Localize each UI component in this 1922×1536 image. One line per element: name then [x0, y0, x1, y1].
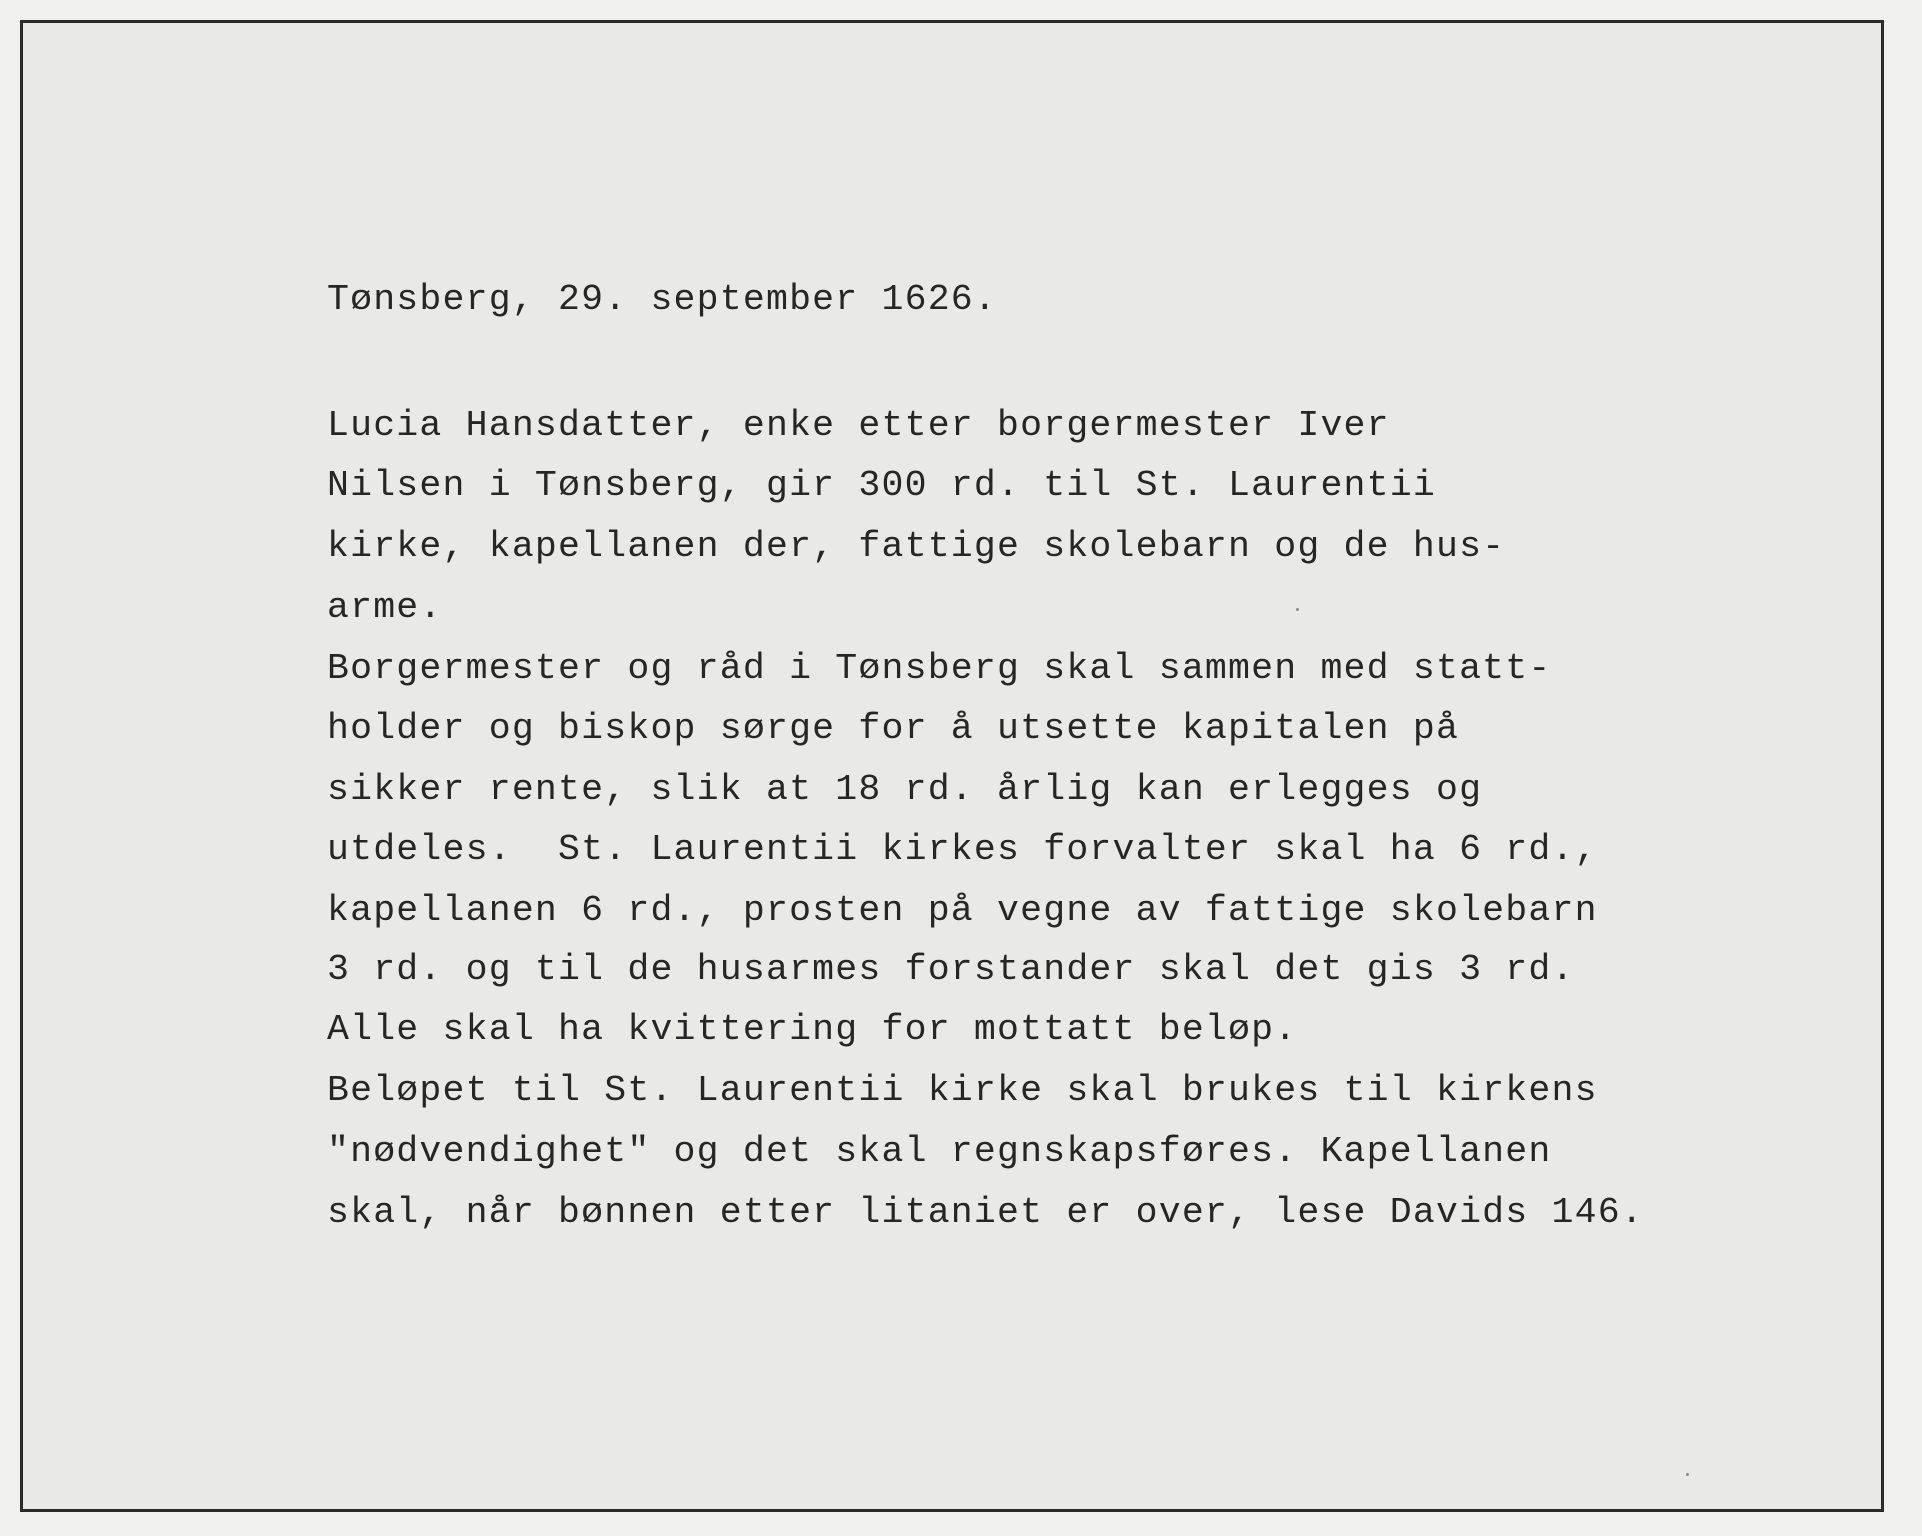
- text-line-10: 3 rd. og til de husarmes forstander skal det gis 3 rd.: [327, 949, 1575, 990]
- text-line-6: holder og biskop sørge for å utsette kapitalen på: [327, 708, 1460, 749]
- text-line-4: arme.: [327, 587, 443, 628]
- paper-speck: [1296, 608, 1299, 611]
- text-line-9: kapellanen 6 rd., prosten på vegne av fattige skolebarn: [327, 890, 1598, 931]
- text-line-2: Nilsen i Tønsberg, gir 300 rd. til St. Laurentii: [327, 465, 1436, 506]
- text-line-5: Borgermester og råd i Tønsberg skal sammen med statt-: [327, 648, 1552, 689]
- text-line-1: Lucia Hansdatter, enke etter borgermester Iver: [327, 405, 1390, 446]
- text-line-3: kirke, kapellanen der, fattige skolebarn og de hus-: [327, 526, 1506, 567]
- date-line: Tønsberg, 29. september 1626.: [327, 279, 998, 320]
- paper-speck: [1686, 1473, 1689, 1476]
- text-line-14: skal, når bønnen etter litaniet er over, lese Davids 146.: [327, 1192, 1644, 1233]
- text-line-12: Beløpet til St. Laurentii kirke skal brukes til kirkens: [327, 1070, 1598, 1111]
- text-line-8: utdeles. St. Laurentii kirkes forvalter skal ha 6 rd.,: [327, 829, 1598, 870]
- typewritten-page: [20, 20, 1884, 1512]
- text-line-13: "nødvendighet" og det skal regnskapsføres. Kapellanen: [327, 1131, 1552, 1172]
- text-line-11: Alle skal ha kvittering for mottatt beløp.: [327, 1009, 1298, 1050]
- text-line-7: sikker rente, slik at 18 rd. årlig kan erlegges og: [327, 769, 1483, 810]
